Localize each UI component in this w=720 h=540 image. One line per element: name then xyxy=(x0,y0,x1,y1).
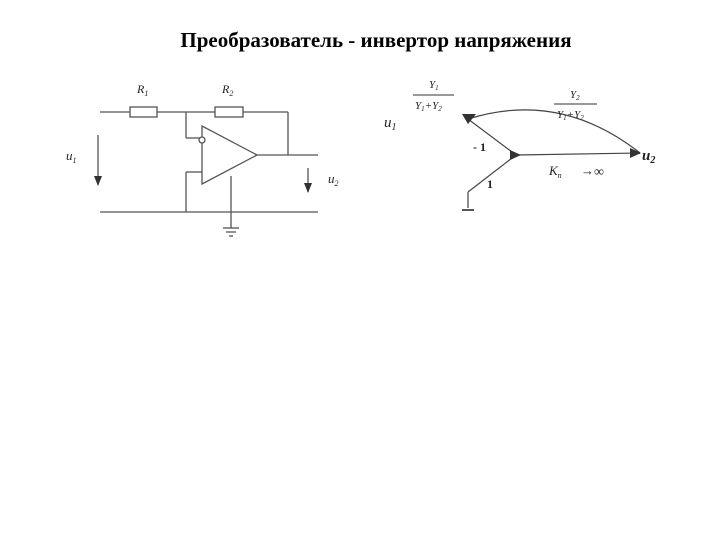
branch-kn xyxy=(516,153,640,155)
gain-left-fraction xyxy=(413,79,454,113)
svg-text:Y1: Y1 xyxy=(429,79,439,92)
minus-one-label: - 1 xyxy=(473,140,486,154)
signal-graph xyxy=(462,110,640,210)
branch-arc xyxy=(468,110,640,153)
opamp-circuit xyxy=(98,107,318,236)
kn-label xyxy=(548,163,604,180)
svg-text:→: → xyxy=(581,163,594,178)
gain-right-fraction xyxy=(554,89,597,122)
r2-label: $R_2$ xyxy=(222,82,234,98)
u2-label: $u_2$ xyxy=(328,171,339,188)
svg-text:Y1+Y2: Y1+Y2 xyxy=(415,100,442,113)
graph-u1-label: $u_1$ xyxy=(384,115,397,133)
arrowhead-center xyxy=(510,150,521,160)
opamp-triangle xyxy=(202,126,257,184)
resistor-r2 xyxy=(215,107,243,117)
arrowhead-u1 xyxy=(462,114,476,124)
svg-text:Y1+Y2: Y1+Y2 xyxy=(557,109,584,122)
u1-label: $u_1$ xyxy=(66,148,77,165)
svg-text:Y2: Y2 xyxy=(570,89,580,102)
svg-text:∞: ∞ xyxy=(594,165,604,180)
inverting-input-dot xyxy=(199,137,205,143)
svg-text:Kn: $K_n$ xyxy=(549,163,562,180)
one-label: 1 xyxy=(487,177,493,191)
graph-u2-label: $u_2$ xyxy=(642,148,656,166)
slide-title: Преобразователь - инвертор напряжения xyxy=(180,28,572,52)
resistor-r1 xyxy=(130,107,157,117)
r1-label: $R_1$ xyxy=(137,82,149,98)
